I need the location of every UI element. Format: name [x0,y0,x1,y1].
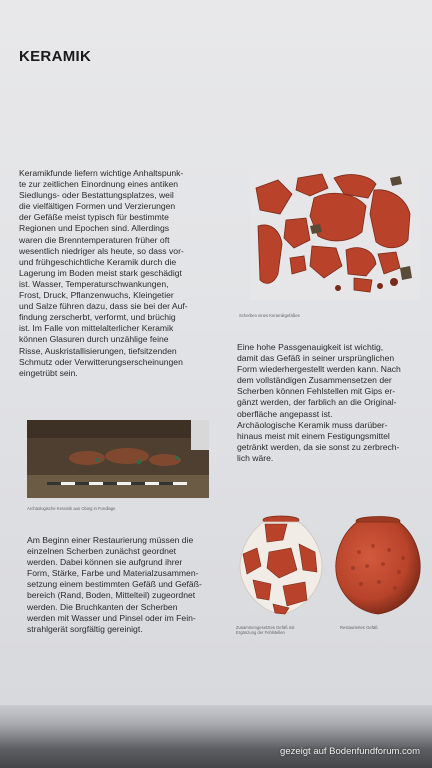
restoration-text-line: strahlgerät sorgfältig gereinigt. [27,623,143,634]
sherds-photo-caption [239,313,300,318]
reassembled-vessel-caption [236,625,294,635]
fit-accuracy-text-line: damit das Gefäß in seiner ursprünglichen [237,353,395,364]
intro-text-line: Lagerung im Boden meist stark geschädigt [19,267,182,278]
fit-accuracy-text-line: Eine hohe Passgenauigkeit ist wichtig, [237,342,384,352]
intro-text-line: Keramikfunde liefern wichtige Anhaltspunk- [19,168,184,178]
caption-line: Ergänzung der Fehlstellen [236,630,285,635]
caption-line: Scherben eines Keramikgefäßes [239,313,300,318]
fit-accuracy-text-line: Form wiederhergestellt werden kann. Nach [237,364,401,375]
intro-text-line: ist. Im Falle von mittelalterlicher Keramik [19,323,174,334]
restoration-text-line: Am Beginn einer Restaurierung müssen die [27,535,194,545]
restoration-text-line: setzung einem bestimmten Gefäß und Gefäß- [27,579,202,590]
restoration-text-line: werden mit Wasser und Pinsel oder im Fein- [27,612,196,623]
restored-vessel-photo [333,516,423,616]
intro-text-line: Schmutz oder Verwitterungserscheinungen [19,356,183,367]
intro-text-line: wesentlich niedriger als heute, so dass vor- [19,245,184,256]
fit-accuracy-text-line: lich wäre. [237,452,274,463]
intro-text-line: Siedlungs- oder Bestattungsplatzes, weil [19,190,174,201]
intro-text-line: findung zerscherbt, verformt, und brüchig [19,312,176,323]
intro-text-line: die vielfältigen Formen und Verzierungen [19,201,176,212]
intro-text-line: der Gefäße meist typisch für bestimmte [19,212,169,223]
intro-text-line: Regionen und Epochen sind. Allerdings [19,223,170,234]
restored-vessel-caption [340,625,378,630]
find-photo-caption [27,506,115,511]
reassembled-vessel-photo [235,514,327,616]
page-title: KERAMIK [19,48,92,65]
caption-line: Restauriertes Gefäß [340,625,378,630]
fit-accuracy-text-line: gänzt werden, der farblich an die Original- [237,397,397,408]
restoration-text-line: bereich (Rand, Boden, Mittelteil) zugeordnet [27,590,196,601]
intro-text-line: eingetrübt sein. [19,367,78,378]
watermark: gezeigt auf Bodenfundforum.com [280,746,420,757]
intro-text-line: und frühgeschichtliche Keramik durch die [19,256,177,267]
caption-line: Archäologische Keramik aus Obing in Fundlage [27,506,116,511]
restoration-text-line: Form, Stärke, Farbe und Materialzusammen- [27,568,199,579]
restoration-paragraph [27,535,202,635]
fit-accuracy-paragraph [237,342,401,464]
intro-paragraph [19,168,188,379]
fit-accuracy-text-line: Scherben können Fehlstellen mit Gips er- [237,386,396,397]
fit-accuracy-text-line: Archäologische Keramik muss darüber- [237,419,388,430]
fit-accuracy-text-line: oberfläche angepasst ist. [237,408,333,419]
restoration-text-line: werden. Die Bruchkanten der Scherben [27,601,178,612]
intro-text-line: waren die Brenntemperaturen früher oft [19,234,170,245]
intro-text-line: ist. Wasser, Temperaturschwankungen, [19,278,169,289]
fit-accuracy-text-line: dem vollständigen Zusammensetzen der [237,375,392,386]
intro-text-line: te zur zeitlichen Einordnung eines antiken [19,179,179,190]
restoration-text-line: einzelnen Scherben zunächst geordnet [27,546,177,557]
caption-line: Zusammengesetztes Gefäß mit [236,625,295,630]
restoration-text-line: werden. Dabei können sie aufgrund ihrer [27,557,183,568]
fit-accuracy-text-line: hinaus meist mit einem Festigungsmittel [237,430,390,441]
find-situation-photo [27,420,209,498]
intro-text-line: Risse, Auskristallisierungen, tiefsitzenden [19,345,177,356]
panel-shadow-edge [0,705,432,768]
intro-text-line: und Salze führen dazu, dass sie bei der Auf- [19,301,188,312]
intro-text-line: können Glasuren durch unzählige feine [19,334,169,345]
sherds-photo [250,170,420,300]
intro-text-line: Frost, Druck, Pflanzenwuchs, Kleingetier [19,290,174,301]
fit-accuracy-text-line: getränkt werden, da sie sonst zu zerbrech- [237,441,400,452]
